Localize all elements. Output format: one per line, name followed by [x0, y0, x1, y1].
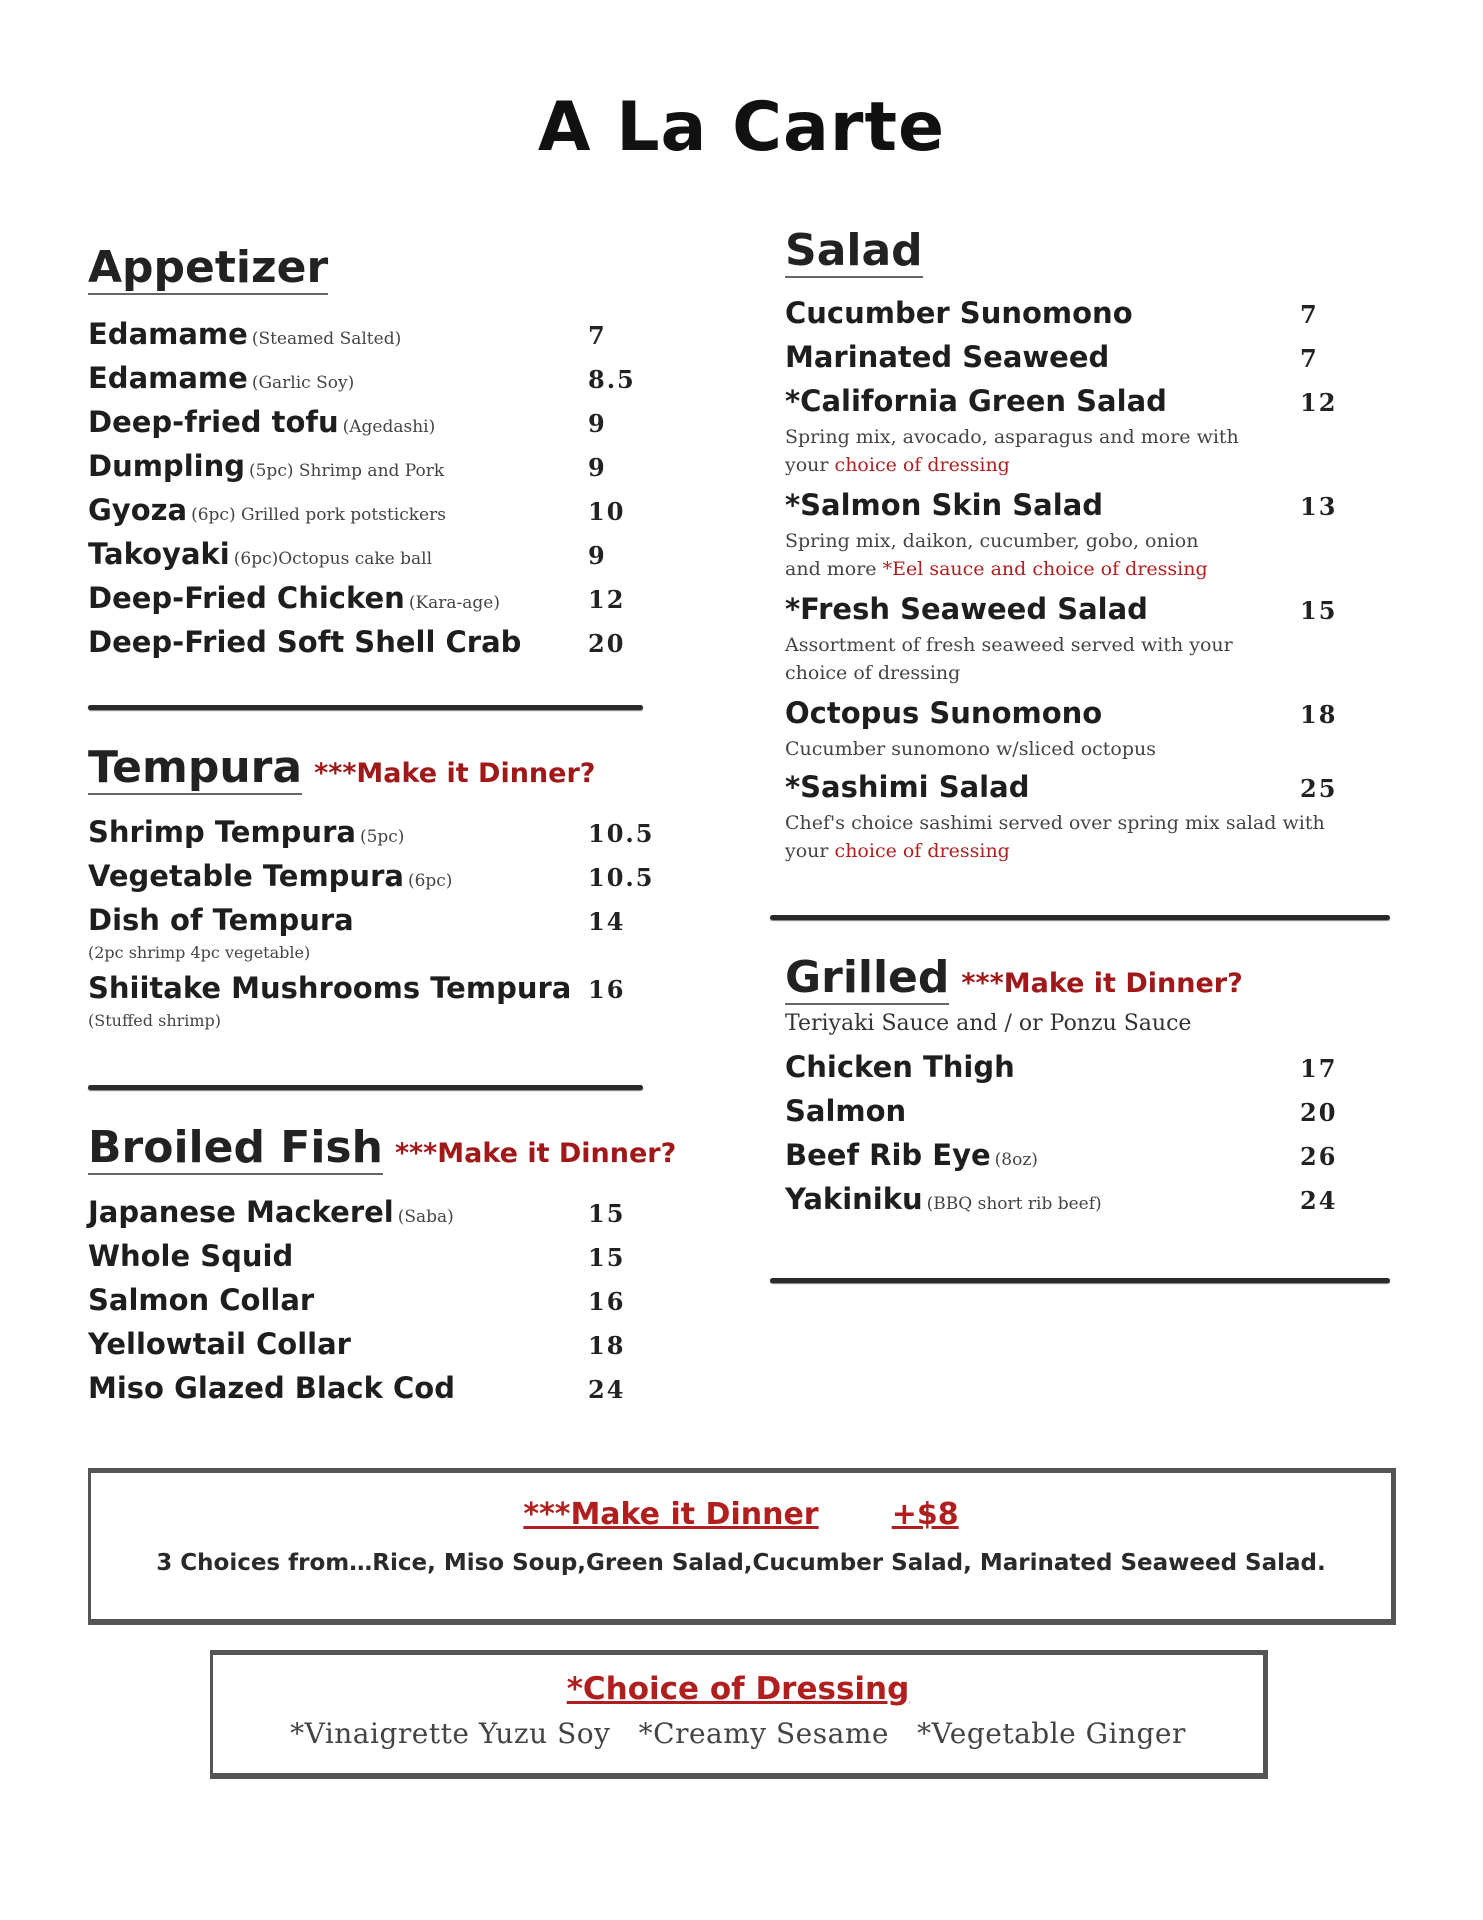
item-note: (6pc)Octopus cake ball	[233, 549, 433, 570]
item-name: Deep-Fried Chicken	[88, 581, 405, 616]
item-price: 16	[588, 975, 626, 1005]
item-name: *Sashimi Salad	[785, 770, 1030, 805]
item-note: (6pc)	[407, 871, 453, 892]
item-note: (BBQ short rib beef)	[926, 1194, 1102, 1215]
item-note: (Saba)	[397, 1207, 454, 1228]
make-it-dinner-body: 3 Choices from…Rice, Miso Soup,Green Salad,Cucumber Salad, Marinated Seaweed Salad.	[156, 1550, 1326, 1576]
menu-item	[88, 1327, 648, 1371]
item-description: Chef's choice sashimi served over spring mix salad with your choice of dressing	[785, 812, 1325, 862]
menu-item	[785, 1182, 1360, 1226]
item-note: (8oz)	[994, 1150, 1038, 1171]
item-name: Japanese Mackerel	[88, 1195, 394, 1230]
item-price: 15	[588, 1243, 626, 1273]
salad-section	[785, 225, 1360, 865]
menu-item	[785, 296, 1360, 340]
broiled-fish-title: Broiled Fish	[88, 1125, 383, 1175]
item-description: Cucumber sunomono w/sliced octopus	[785, 738, 1156, 761]
make-it-dinner-label: ***Make it Dinner?	[394, 1138, 677, 1169]
item-name: Vegetable Tempura	[88, 859, 404, 894]
item-name: *California Green Salad	[785, 384, 1167, 419]
dressing-option: *Vegetable Ginger	[917, 1717, 1186, 1750]
item-price: 18	[1300, 700, 1338, 730]
item-price: 7	[1300, 344, 1319, 374]
item-name: Edamame	[88, 361, 248, 396]
item-price: 9	[588, 409, 607, 439]
item-note: (Agedashi)	[342, 417, 436, 438]
item-note: (6pc) Grilled pork potstickers	[191, 505, 446, 526]
item-name: Yakiniku	[785, 1182, 923, 1217]
item-price: 20	[588, 629, 626, 659]
menu-item	[88, 625, 648, 669]
menu-item	[785, 488, 1360, 526]
item-name: Yellowtail Collar	[88, 1327, 351, 1362]
menu-item	[88, 1371, 648, 1415]
menu-item	[88, 1239, 648, 1283]
tempura-section	[88, 742, 655, 1032]
item-note: (Garlic Soy)	[251, 373, 355, 394]
grilled-subtitle: Teriyaki Sauce and / or Ponzu Sauce	[785, 1011, 1192, 1037]
item-price: 18	[588, 1331, 626, 1361]
make-it-dinner-price: +$8	[891, 1497, 959, 1532]
menu-item	[88, 493, 648, 537]
salad-list	[785, 296, 1360, 865]
item-name: Marinated Seaweed	[785, 340, 1110, 375]
menu-item	[88, 1283, 648, 1327]
menu-item	[785, 1138, 1360, 1182]
item-name: Shiitake Mushrooms Tempura	[88, 971, 572, 1006]
item-name: Gyoza	[88, 493, 188, 528]
menu-item	[785, 770, 1360, 808]
dressing-option: *Vinaigrette Yuzu Soy	[290, 1717, 611, 1750]
menu-item	[785, 340, 1360, 384]
tempura-header	[88, 742, 648, 795]
item-price: 14	[588, 907, 626, 937]
choice-of-dressing-box	[210, 1650, 1268, 1779]
item-name: Octopus Sunomono	[785, 696, 1103, 731]
make-it-dinner-label: ***Make it Dinner?	[961, 968, 1243, 999]
item-note: (Kara-age)	[408, 593, 500, 614]
item-price: 12	[588, 585, 626, 615]
item-name: Dumpling	[88, 449, 245, 484]
appetizer-list	[88, 317, 648, 669]
item-price: 24	[1300, 1186, 1338, 1216]
item-name: Deep-Fried Soft Shell Crab	[88, 625, 522, 660]
item-description: Spring mix, daikon, cucumber, gobo, onion and more *Eel sauce and choice of dressing	[785, 530, 1208, 580]
item-name: Salmon Collar	[88, 1283, 315, 1318]
item-name: Whole Squid	[88, 1239, 294, 1274]
menu-item	[88, 405, 648, 449]
dressing-options	[213, 1717, 1263, 1750]
dressing-option: *Creamy Sesame	[638, 1717, 889, 1750]
tempura-list	[88, 815, 655, 1031]
menu-item	[88, 903, 648, 941]
appetizer-header	[88, 242, 648, 295]
dressing-heading	[213, 1671, 1263, 1707]
item-name: Takoyaki	[88, 537, 230, 572]
menu-item	[88, 361, 648, 405]
menu-item	[88, 537, 648, 581]
grilled-list	[785, 1050, 1360, 1226]
salad-header	[785, 225, 1360, 278]
item-price: 25	[1300, 774, 1338, 804]
grilled-header	[785, 952, 1360, 1005]
item-price: 10	[588, 497, 626, 527]
menu-item	[785, 1094, 1360, 1138]
item-price: 20	[1300, 1098, 1338, 1128]
menu-item	[88, 815, 655, 859]
item-price: 24	[588, 1375, 626, 1405]
page-title: A La Carte	[537, 88, 946, 167]
item-price: 15	[1300, 596, 1338, 626]
item-price: 12	[1300, 388, 1338, 418]
item-price: 13	[1300, 492, 1338, 522]
grilled-section	[785, 952, 1360, 1226]
item-price: 26	[1300, 1142, 1338, 1172]
broiled-fish-header	[88, 1122, 677, 1175]
make-it-dinner-title: ***Make it Dinner	[523, 1497, 819, 1532]
item-price: 7	[1300, 300, 1319, 330]
item-price: 15	[588, 1199, 626, 1229]
menu-item	[88, 449, 648, 493]
salad-title: Salad	[785, 228, 923, 278]
section-divider	[88, 705, 643, 710]
item-name: Deep-fried tofu	[88, 405, 339, 440]
item-name: Shrimp Tempura	[88, 815, 356, 850]
appetizer-section	[88, 242, 648, 669]
item-name: Chicken Thigh	[785, 1050, 1015, 1085]
grilled-title: Grilled	[785, 955, 949, 1005]
item-name: Dish of Tempura	[88, 903, 354, 938]
menu-item	[88, 317, 648, 361]
item-price: 9	[588, 541, 607, 571]
tempura-title: Tempura	[88, 745, 302, 795]
appetizer-title: Appetizer	[88, 245, 328, 295]
item-note: (5pc) Shrimp and Pork	[248, 461, 445, 482]
item-subnote: (2pc shrimp 4pc vegetable)	[88, 943, 311, 963]
item-price: 10.5	[588, 863, 655, 893]
item-price: 17	[1300, 1054, 1338, 1084]
broiled-fish-list	[88, 1195, 648, 1415]
dressing-title: *Choice of Dressing	[566, 1671, 910, 1707]
make-it-dinner-label: ***Make it Dinner?	[314, 758, 596, 789]
menu-item	[785, 384, 1360, 422]
menu-item	[88, 581, 648, 625]
broiled-fish-section	[88, 1122, 677, 1415]
item-description: Assortment of fresh seaweed served with your choice of dressing	[785, 634, 1233, 684]
item-note: (5pc)	[359, 827, 405, 848]
item-name: Salmon	[785, 1094, 907, 1129]
make-it-dinner-heading	[91, 1497, 1391, 1532]
make-it-dinner-box	[88, 1468, 1396, 1625]
menu-item	[88, 1195, 648, 1239]
item-description: Spring mix, avocado, asparagus and more with your choice of dressing	[785, 426, 1239, 476]
menu-item	[785, 592, 1360, 630]
item-name: Beef Rib Eye	[785, 1138, 991, 1173]
menu-item	[785, 1050, 1360, 1094]
item-price: 10.5	[588, 819, 655, 849]
item-name: Edamame	[88, 317, 248, 352]
item-price: 16	[588, 1287, 626, 1317]
menu-item	[88, 971, 648, 1009]
item-price: 8.5	[588, 365, 636, 395]
item-name: Cucumber Sunomono	[785, 296, 1133, 331]
item-note: (Steamed Salted)	[251, 329, 402, 350]
item-name: *Salmon Skin Salad	[785, 488, 1104, 523]
item-name: Miso Glazed Black Cod	[88, 1371, 455, 1406]
section-divider	[770, 915, 1390, 920]
item-subnote: (Stuffed shrimp)	[88, 1011, 222, 1031]
section-divider	[88, 1085, 643, 1090]
section-divider	[770, 1278, 1390, 1283]
item-name: *Fresh Seaweed Salad	[785, 592, 1148, 627]
item-price: 9	[588, 453, 607, 483]
menu-item	[88, 859, 655, 903]
menu-item	[785, 696, 1360, 734]
item-price: 7	[588, 321, 607, 351]
